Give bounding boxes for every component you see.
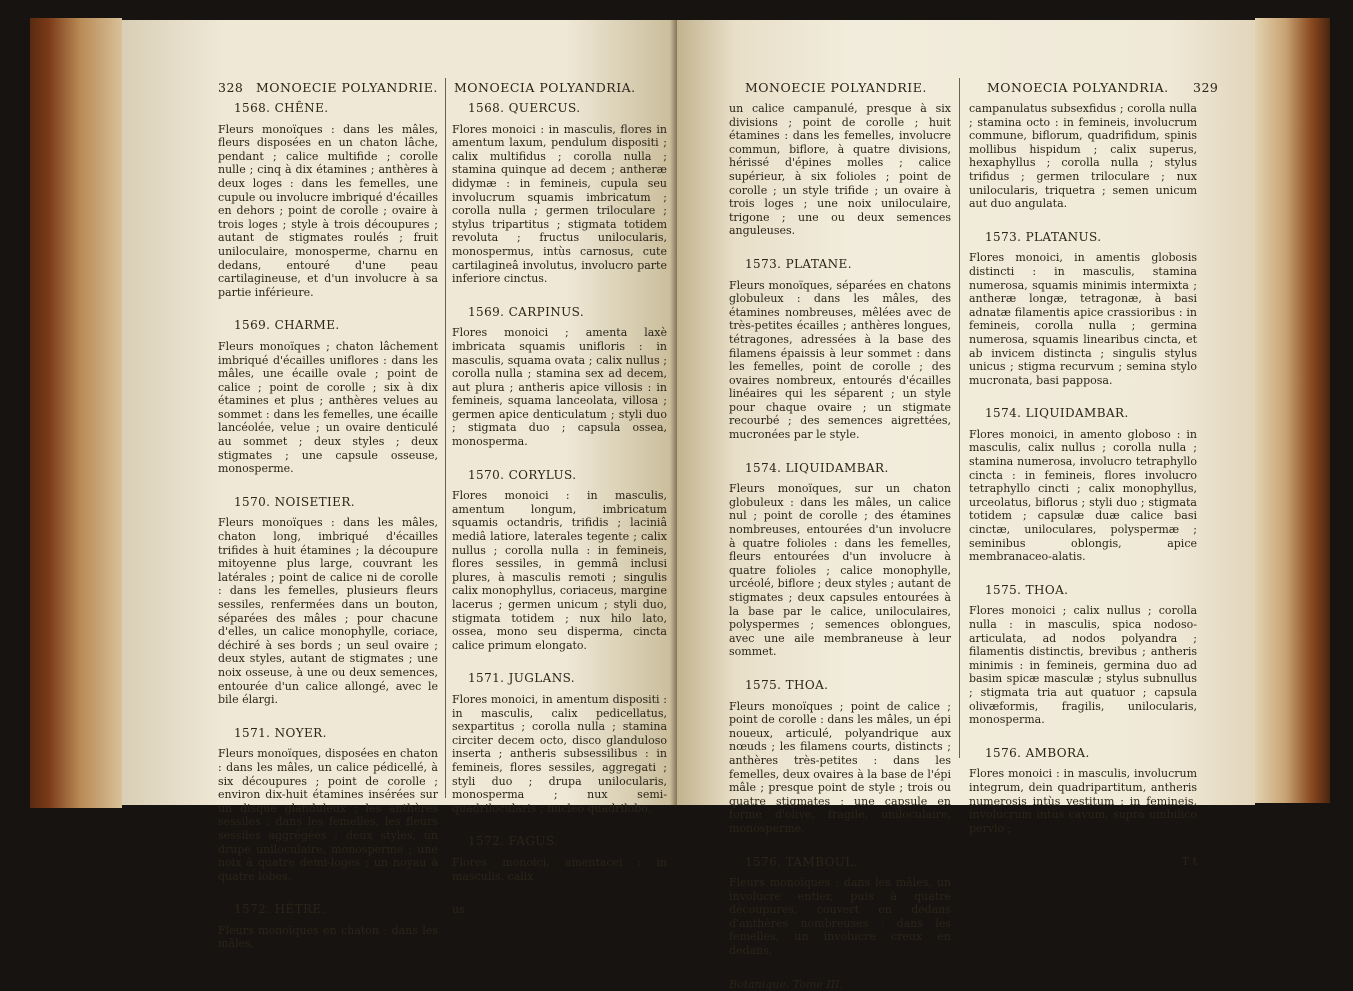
right-column-rule (959, 78, 960, 758)
genus-description: Fleurs monoïques ; point de calice ; point de corolle : dans les mâles, un épi noueux, articulé, polyandrique aux nœuds ; les filamens courts, distincts ; anthères très-petites : dans les femelles, deux ovaires à la base de l'épi mâle ; presque point de style ; trois ou quatre stigmates ; une capsule en forme d'olive, fragile, uniloculaire, monosperme. (729, 699, 951, 835)
genus-description: Flores monoici : in masculis, involucrum integrum, dein quadripartitum, antheris numerosis intùs vestitum : in femineis, involucrum intùs cavum, suprà umbilico pervio ; (969, 767, 1197, 835)
genus-entry (452, 306, 667, 449)
page-footer: Botanique. Tome III. (729, 977, 843, 991)
right-header-french: MONOECIE POLYANDRIE. (745, 80, 927, 95)
book-edge-right (1255, 18, 1330, 803)
genus-description: Flores monoici, in amentum dispositi : in masculis, calix pedicellatus, sexpartitus ; corolla nulla ; stamina circiter decem octo, disco glanduloso inserta ; antheris subsessilibus : in femineis, flores sessiles, aggregati ; styli duo ; drupa unilocularis, monosperma ; nux semi-quadrilocularis ; nucleo quadrilobo. (452, 692, 667, 815)
genus-entry (729, 856, 951, 958)
genus-title: 1571. JUGLANS. (468, 671, 576, 686)
genus-description: Fleurs monoïques ; chaton lâchement imbriqué d'écailles uniflores : dans les mâles, une écaille ovale ; point de calice ; point de corolle ; six à dix étamines et plus ; anthères velues au sommet : dans les femelles, une écaille lancéolée, velue ; un ovaire denticulé au sommet ; deux styles ; deux stigmates ; une capsule osseuse, monosperme. (218, 339, 438, 476)
genus-title: 1576. AMBORA. (985, 745, 1090, 760)
left-column-rule (445, 78, 446, 798)
signature-mark: T t (1181, 855, 1197, 869)
genus-title: 1572. HÊTRE. (234, 902, 326, 917)
genus-entry (452, 835, 667, 883)
genus-entry (969, 584, 1197, 727)
genus-entry (218, 727, 438, 884)
genus-title: 1573. PLATANE. (745, 256, 852, 271)
genus-entry (969, 747, 1197, 836)
genus-title: 1569. CARPINUS. (468, 304, 585, 319)
genus-entry (969, 231, 1197, 388)
genus-description: Flores monoici, in amentis globosis distincti : in masculis, stamina numerosa, squamis minimis intermixta ; antheræ longæ, tetragonæ, à basi adnatæ filamentis apice crassioribus : in femineis, corolla nulla ; germina numerosa, squamis linearibus cincta, et ab invicem distincta ; singulis stylus unicus ; stigma recurvum ; semina stylo mucronata, basi papposa. (969, 251, 1197, 387)
genus-title: 1568. CHÊNE. (234, 101, 329, 115)
genus-description: Flores monoici ; calix nullus ; corolla nulla : in masculis, spica nodoso-articulata, ad nodos polyandra ; filamentis distinctis, brevibus ; antheris minimis : in femineis, germina duo ad basim spicæ masculæ ; stylus subnullus ; stigmata tria aut quatuor ; capsula olivæformis, fragilis, unilocularis, monosperma. (969, 604, 1197, 727)
genus-description: un calice campanulé, presque à six divisions ; point de corolle ; huit étamines : dans les femelles, involucre commun, biflore, à quatre divisions, hérissé d'épines molles ; calice supérieur, à six folioles ; point de corolle ; un style trifide ; un ovaire à trois loges ; une noix uniloculaire, trigone ; une ou deux semences anguleuses. (729, 102, 951, 238)
left-page-number: 328 (218, 80, 244, 95)
right-page-number: 329 (1193, 80, 1219, 95)
genus-title: 1574. LIQUIDAMBAR. (985, 406, 1129, 421)
genus-description: Fleurs monoïques, disposées en chaton : dans les mâles, un calice pédicellé, à six découpures ; point de corolle ; environ dix-huit étamines insérées sur un disque glanduleux ; les anthères sessiles : dans les femelles, les fleurs sessiles aggrégées ; deux styles, un drupe uniloculaire, monosperme ; une noix à quatre demi-loges ; un noyau à quatre lobes. (218, 747, 438, 883)
genus-description: Fleurs monoïques, sur un chaton globuleux : dans les mâles, un calice nul ; point de corolle ; des étamines nombreuses, entourées d'un involucre à quatre folioles : dans les femelles, fleurs entourées d'un involucre à quatre folioles ; calice monophylle, urcéolé, biflore ; deux styles ; autant de stigmates ; deux capsules entourées à la base par le calice, uniloculaires, polyspermes ; semences oblongues, avec une aile membraneuse à leur sommet. (729, 482, 951, 659)
genus-entry (218, 102, 438, 299)
genus-title: 1575. THOA. (745, 677, 829, 692)
genus-description: Fleurs monoïques : dans les mâles, chaton long, imbriqué d'écailles trifides à huit étamines ; la découpure mitoyenne plus large, couvrant les latérales ; point de calice ni de corolle : dans les femelles, plusieurs fleurs sessiles, renfermées dans un bouton, séparées des mâles ; pour chacune d'elles, un calice monophylle, coriace, déchiré à ses bords ; un seul ovaire ; deux styles, autant de stigmates ; une noix osseuse, à une ou deux semences, entourée d'un calice allongé, avec le bile élargi. (218, 516, 438, 707)
right-page (677, 20, 1255, 991)
genus-description: Fleurs monoïques, séparées en chatons globuleux : dans les mâles, des étamines nombreuses, mêlées avec de très-petites écailles ; anthères longues, tétragones, adressées à la base des filamens épaissis à leur sommet : dans les femelles, point de corolle ; des ovaires nombreux, entourés d'écailles linéaires qui les séparent ; un style pour chaque ovaire ; un stigmate recourbé ; des semences aigrettées, mucronées par le style. (729, 278, 951, 442)
genus-title: 1570. CORYLUS. (468, 467, 577, 482)
genus-entry (729, 258, 951, 442)
genus-title: 1576. TAMBOUL. (745, 854, 858, 869)
genus-description: Flores monoici, amentacei : in masculis, calix (452, 855, 667, 883)
genus-title: 1571. NOYER. (234, 725, 327, 740)
right-header-latin: MONOECIA POLYANDRIA. (987, 80, 1169, 95)
genus-entry (452, 903, 667, 917)
genus-title: 1575. THOA. (985, 582, 1069, 597)
left-header-latin: MONOECIA POLYANDRIA. (454, 80, 636, 95)
open-book (30, 8, 1330, 991)
genus-entry (218, 903, 438, 951)
genus-entry (452, 672, 667, 815)
genus-title: 1568. QUERCUS. (468, 101, 581, 115)
genus-entry (729, 462, 951, 659)
genus-title: 1572. FAGUS. (468, 834, 559, 849)
genus-description: Flores monoici, in amento globoso : in masculis, calix nullus ; corolla nulla ; stamina numerosa, involucro tetraphyllo cincta : in femineis, flores involucro tetraphyllo cincti ; calix monophyllus, urceolatus, biflorus ; styli duo ; stigmata totidem ; capsulæ duæ calice basi cinctæ, uniloculares, polyspermæ ; seminibus oblongis, apice membranaceo-alatis. (969, 427, 1197, 564)
left-french-column (218, 102, 438, 971)
book-edge-left (30, 18, 122, 808)
left-page (122, 20, 677, 951)
genus-title: 1570. NOISETIER. (234, 494, 355, 509)
genus-entry (729, 102, 951, 238)
genus-entry (218, 319, 438, 476)
right-latin-column (969, 102, 1197, 869)
genus-entry (969, 102, 1197, 211)
genus-entry (729, 679, 951, 836)
genus-title: 1569. CHARME. (234, 318, 340, 333)
genus-description: Fleurs monoïques en chaton : dans les mâles, (218, 923, 438, 951)
genus-entry (969, 407, 1197, 564)
genus-description: Fleurs monoïques : dans les mâles, fleurs disposées en un chaton lâche, pendant ; calice multifide ; corolle nulle ; cinq à dix étamines ; anthères à deux loges : dans les femelles, une cupule ou involucre imbriqué d'écailles en dehors ; point de corolle ; ovaire à trois loges ; style à trois découpures ; autant de stigmates roulés ; fruit uniloculaire, monosperme, charnu en dedans, entouré d'une peau cartilagineuse, et d'un involucre à sa partie inférieure. (218, 122, 438, 299)
genus-description: campanulatus subsexfidus ; corolla nulla ; stamina octo : in femineis, involucrum commune, biflorum, quadrifidum, spinis mollibus hispidum ; calix superus, hexaphyllus ; corolla nulla ; stylus trifidus ; germen triloculare ; nux unilocularis, triquetra ; semen unicum aut duo angulata. (969, 102, 1197, 211)
right-french-column (729, 102, 951, 991)
genus-description: Flores monoici : in masculis, flores in amentum laxum, pendulum dispositi ; calix multifidus ; corolla nulla ; stamina quinque ad decem ; antheræ didymæ : in femineis, cupula seu involucrum squamis imbricatum ; corolla nulla ; germen triloculare ; stylus tripartitus ; stigmata totidem revoluta ; fructus unilocularis, monospermus, intùs carnosus, cute cartilagineâ involutus, involucro parte inferiore cinctus. (452, 122, 667, 286)
genus-entry (452, 469, 667, 653)
left-header-french: MONOECIE POLYANDRIE. (256, 80, 438, 95)
genus-description: Flores monoici : in masculis, amentum longum, imbricatum squamis octandris, trifidis ; laciniâ mediâ latiore, laterales tegente ; calix nullus ; corolla nulla : in femineis, flores sessiles, in gemmâ inclusi plures, à masculis remoti ; singulis calix monophyllus, coriaceus, margine lacerus ; germen unicum ; styli duo, stigmata totidem ; nux hilo lato, ossea, mono seu disperma, cincta calice primum elongato. (452, 489, 667, 652)
genus-description: Fleurs monoïques : dans les mâles, un involucre entier, puis à quatre découpures, couvert en dedans d'anthères nombreuses : dans les femelles, un involucre creux en dedans, (729, 876, 951, 958)
left-latin-column (452, 102, 667, 937)
genus-entry (218, 496, 438, 707)
genus-title: 1574. LIQUIDAMBAR. (745, 460, 889, 475)
genus-title: 1573. PLATANUS. (985, 229, 1102, 244)
genus-description: us (452, 903, 465, 917)
genus-entry (452, 102, 667, 286)
genus-description: Flores monoici ; amenta laxè imbricata squamis unifloris : in masculis, squama ovata ; calix nullus ; corolla nulla ; stamina sex ad decem, aut plura ; antheris apice villosis : in femineis, squama lanceolata, villosa ; germen apice denticulatum ; styli duo ; stigmata duo ; capsula ossea, monosperma. (452, 326, 667, 449)
